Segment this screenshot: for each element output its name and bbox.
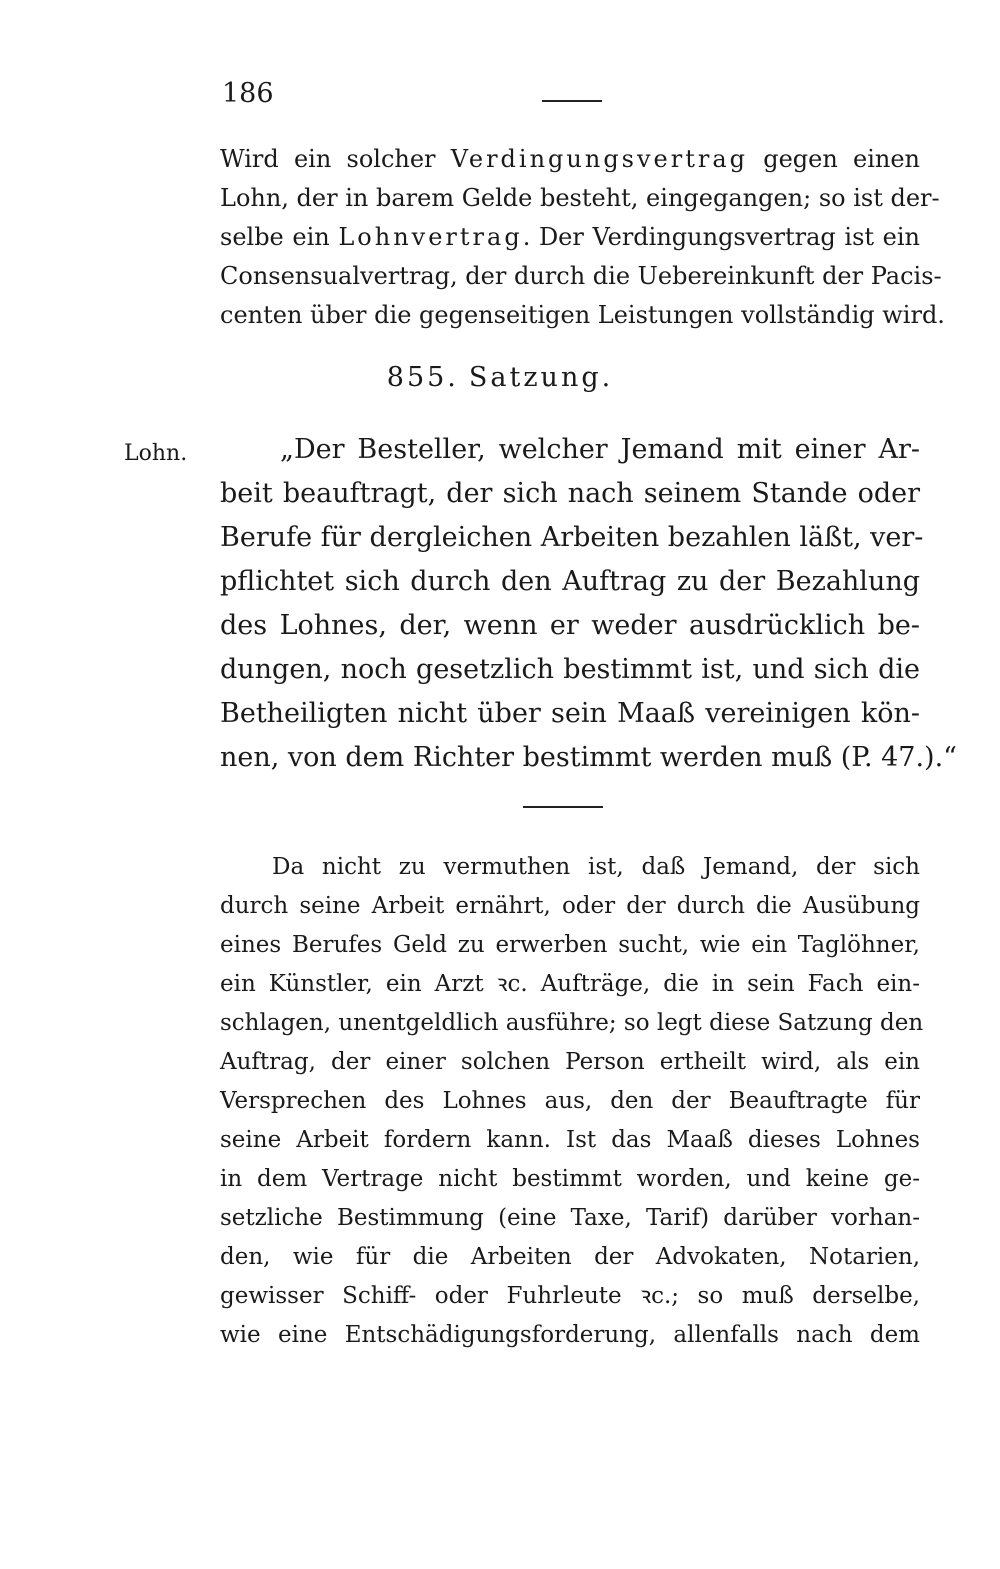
text-line: setzliche Bestimmung (eine Taxe, Tarif) darüber vorhan- — [220, 1205, 920, 1231]
header-rule — [542, 100, 602, 102]
text-line: dungen, noch gesetzlich bestimmt ist, und sich die — [220, 654, 920, 685]
page-header — [222, 78, 602, 118]
text-line: Berufe für dergleichen Arbeiten bezahlen läßt, ver- — [220, 522, 924, 553]
text-line: pflichtet sich durch den Auftrag zu der Bezahlung — [220, 566, 920, 597]
text-line: Wird ein solcher Verdingungsvertrag gegen einen — [220, 145, 921, 173]
paragraph-commentary — [220, 848, 924, 1355]
text-line: ein Künstler, ein Arzt ꝛc. Aufträge, die in sein Fach ein- — [220, 971, 920, 997]
text-line: des Lohnes, der, wenn er weder ausdrücklich be- — [220, 610, 920, 641]
text-line: eines Berufes Geld zu erwerben sucht, wie ein Taglöhner, — [220, 932, 920, 958]
margin-note: Lohn. — [124, 441, 188, 466]
emphasized-term: Lohnvertrag — [338, 223, 523, 251]
text-line: durch seine Arbeit ernährt, oder der durch die Ausübung — [220, 893, 920, 919]
section-heading — [0, 362, 1000, 393]
text-line: Auftrag, der einer solchen Person ertheilt wird, als ein — [220, 1049, 920, 1075]
text-line: seine Arbeit fordern kann. Ist das Maaß dieses Lohnes — [220, 1127, 920, 1153]
page-number: 186 — [222, 78, 274, 109]
section-title: Satzung. — [468, 362, 614, 393]
text-line: Betheiligten nicht über sein Maaß vereinigen kön- — [220, 698, 920, 729]
text-line: „Der Besteller, welcher Jemand mit einer Ar- — [280, 434, 920, 465]
text-line: schlagen, unentgeldlich ausführe; so legt diese Satzung den — [220, 1010, 924, 1036]
separator-rule — [523, 806, 603, 808]
text-line: selbe ein Lohnvertrag. Der Verdingungsvertrag ist ein — [220, 223, 920, 251]
text-line: centen über die gegenseitigen Leistungen vollständig wird. — [220, 301, 945, 329]
text-line: wie eine Entschädigungsforderung, allenfalls nach dem — [220, 1322, 920, 1348]
text-line: Da nicht zu vermuthen ist, daß Jemand, der sich — [272, 854, 920, 880]
text-line: gewisser Schiff- oder Fuhrleute ꝛc.; so muß derselbe, — [220, 1283, 920, 1309]
paragraph-intro — [220, 140, 945, 335]
text-line: nen, von dem Richter bestimmt werden muß (P. 47.).“ — [220, 742, 957, 773]
text-line: den, wie für die Arbeiten der Advokaten, Notarien, — [220, 1244, 920, 1270]
text-line: Versprechen des Lohnes aus, den der Beauftragte für — [220, 1088, 920, 1114]
text-line: beit beauftragt, der sich nach seinem Stande oder — [220, 478, 920, 509]
text-line: Consensualvertrag, der durch die Uebereinkunft der Pacis- — [220, 262, 942, 290]
text-line: Lohn, der in barem Gelde besteht, eingegangen; so ist der- — [220, 184, 940, 212]
emphasized-term: Verdingungsvertrag — [450, 145, 749, 173]
law-quote — [220, 428, 957, 780]
section-number: 855. — [386, 362, 459, 393]
text-line: in dem Vertrage nicht bestimmt worden, und keine ge- — [220, 1166, 920, 1192]
